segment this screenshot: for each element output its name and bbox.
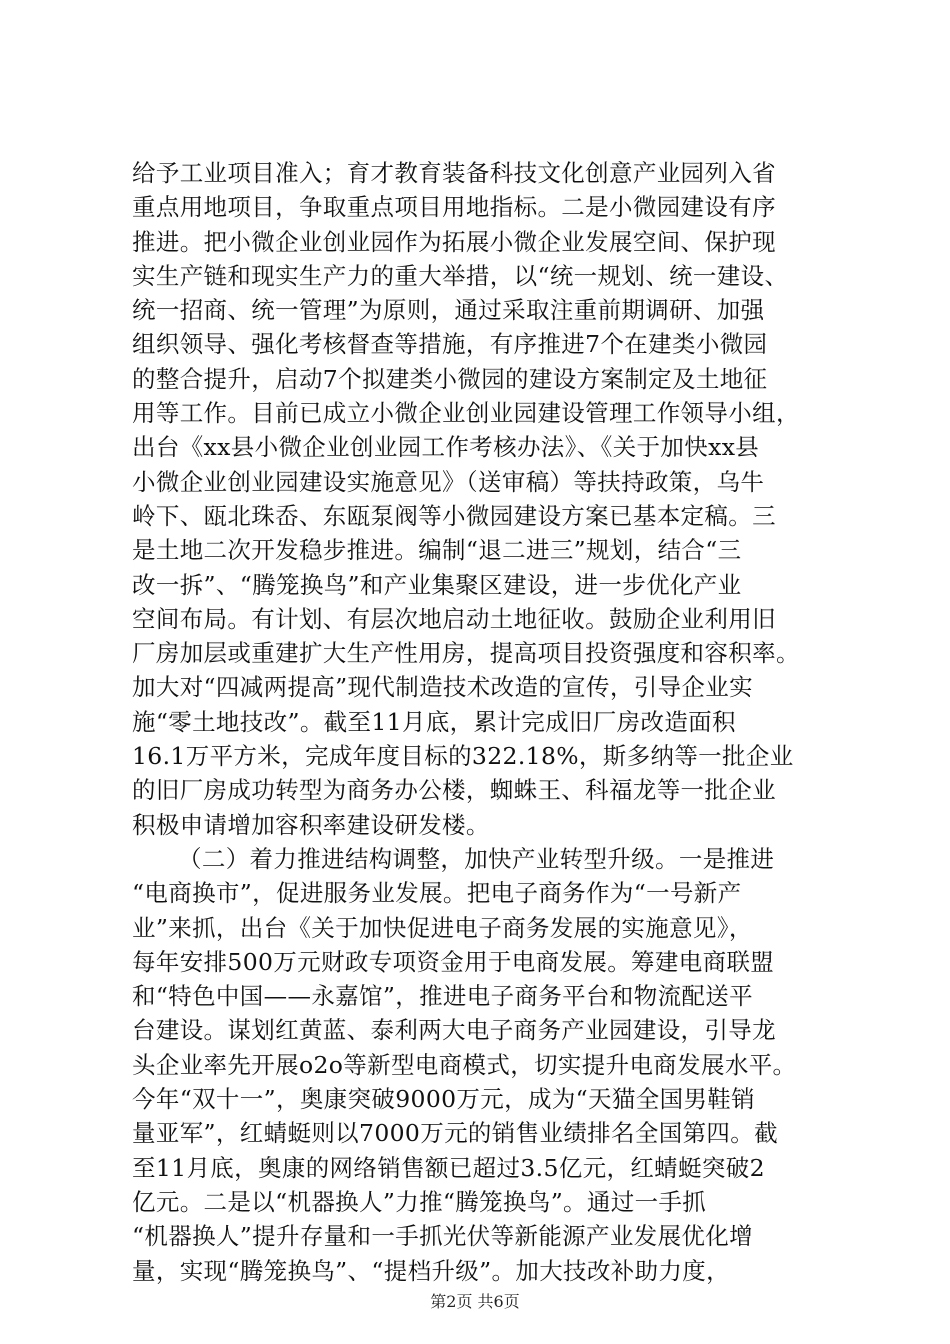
text-line: 实生产链和现实生产力的重大举措，以“统一规划、统一建设、 [132,261,789,290]
text-line: 16.1万平方米，完成年度目标的322.18%，斯多纳等一批企业 [132,742,794,771]
text-line: 厂房加层或重建扩大生产性用房，提高项目投资强度和容积率。 [132,639,800,668]
text-line: 小微企业创业园建设实施意见》（送审稿）等扶持政策，乌牛 [132,467,765,496]
text-line: 量亚军”，红蜻蜓则以7000万元的销售业绩排名全国第四。截 [132,1119,778,1148]
text-line: 业”来抓，出台《关于加快促进电子商务发展的实施意见》， [132,913,753,942]
text-line: “电商换市”，促进服务业发展。把电子商务作为“一号新产 [132,879,742,908]
text-line: 是土地二次开发稳步推进。编制“退二进三”规划，结合“三 [132,536,742,565]
text-line: 今年“双十一”，奥康突破9000万元，成为“天猫全国男鞋销 [132,1085,755,1114]
text-line: 量，实现“腾笼换鸟”、“提档升级”。加大技改补助力度， [132,1256,731,1285]
text-line: 组织领导、强化考核督查等措施，有序推进7个在建类小微园 [132,330,768,359]
text-line: 空间布局。有计划、有层次地启动土地征收。鼓励企业利用旧 [132,604,776,633]
text-line: 施“零土地技改”。截至11月底，累计完成旧厂房改造面积 [132,707,736,736]
page-number-footer: 第2页 共6页 [430,1292,520,1311]
text-line: 的整合提升，启动7个拟建类小微园的建设方案制定及土地征 [132,364,768,393]
text-line: 重点用地项目，争取重点项目用地指标。二是小微园建设有序 [132,193,776,222]
text-line: 亿元。二是以“机器换人”力推“腾笼换鸟”。通过一手抓 [132,1187,707,1216]
text-line: “机器换人”提升存量和一手抓光伏等新能源产业发展优化增 [132,1222,753,1251]
text-line: 和“特色中国——永嘉馆”，推进电子商务平台和物流配送平 [132,982,753,1011]
text-line: 加大对“四减两提高”现代制造技术改造的宣传，引导企业实 [132,673,753,702]
text-line: 每年安排500万元财政专项资金用于电商发展。筹建电商联盟 [132,947,775,976]
text-line: 给予工业项目准入；育才教育装备科技文化创意产业园列入省 [132,159,776,187]
text-line: 岭下、瓯北珠岙、东瓯泵阀等小微园建设方案已基本定稿。三 [132,501,776,530]
text-line: 改一拆”、“腾笼换鸟”和产业集聚区建设，进一步优化产业 [132,570,742,599]
text-line: 出台《xx县小微企业创业园工作考核办法》、《关于加快xx县 [132,433,760,462]
body-text [132,156,836,1288]
text-line: 台建设。谋划红黄蓝、泰利两大电子商务产业园建设，引导龙 [132,1016,776,1045]
text-line: 头企业率先开展o2o等新型电商模式，切实提升电商发展水平。 [132,1050,797,1079]
text-line: 的旧厂房成功转型为商务办公楼，蜘蛛王、科福龙等一批企业 [132,776,776,805]
text-line: 推进。把小微企业创业园作为拓展小微企业发展空间、保护现 [132,227,776,256]
text-line: 至11月底，奥康的网络销售额已超过3.5亿元，红蜻蜓突破2 [132,1153,765,1182]
text-line: 统一招商、统一管理”为原则，通过采取注重前期调研、加强 [132,296,765,325]
section-heading-line: （二）着力推进结构调整，加快产业转型升级。一是推进 [178,844,775,873]
text-line: 积极申请增加容积率建设研发楼。 [132,810,490,839]
text-line: 用等工作。目前已成立小微企业创业园建设管理工作领导小组， [132,399,800,428]
